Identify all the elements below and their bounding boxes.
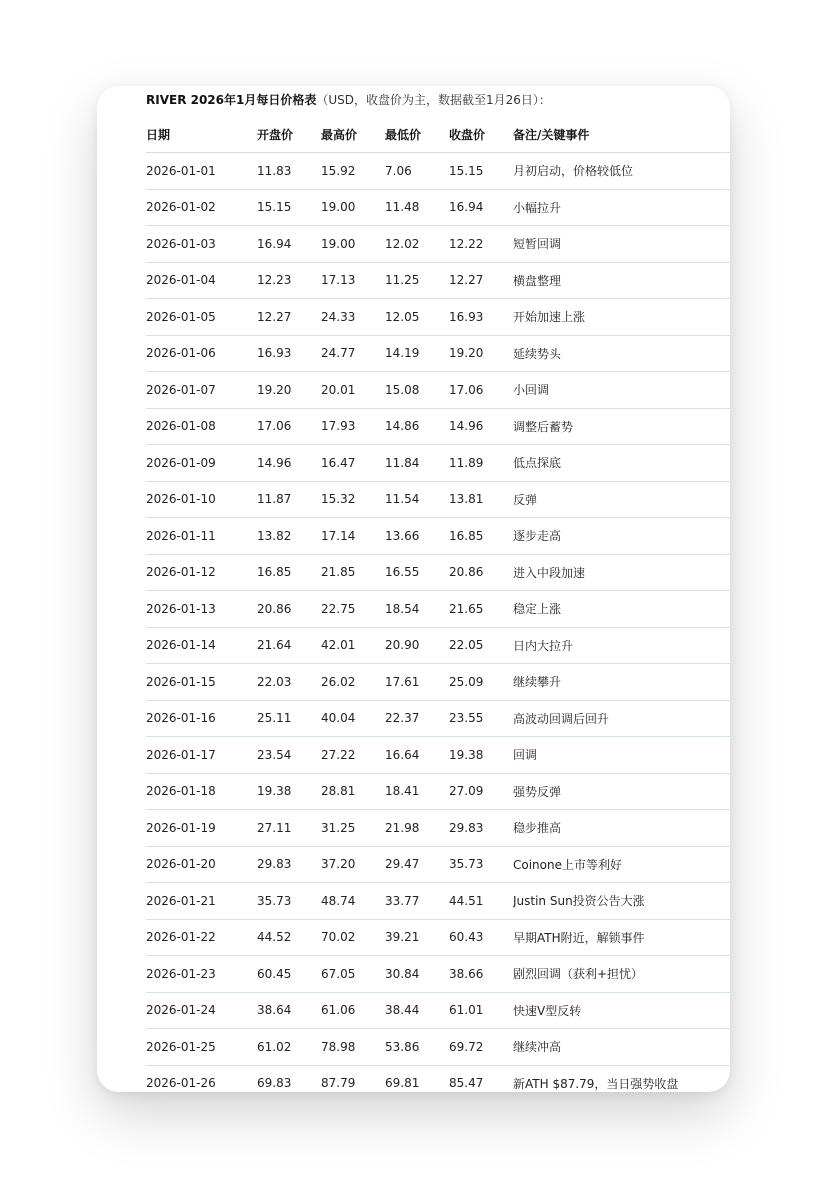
cell-note: 横盘整理 bbox=[513, 262, 730, 299]
cell-high: 22.75 bbox=[321, 591, 385, 628]
cell-high: 27.22 bbox=[321, 737, 385, 774]
cell-date: 2026-01-17 bbox=[146, 737, 257, 774]
cell-note: 日内大拉升 bbox=[513, 627, 730, 664]
cell-close: 21.65 bbox=[449, 591, 513, 628]
cell-high: 61.06 bbox=[321, 992, 385, 1029]
caption-title: RIVER 2026年1月每日价格表 bbox=[146, 93, 317, 107]
cell-close: 38.66 bbox=[449, 956, 513, 993]
cell-date: 2026-01-16 bbox=[146, 700, 257, 737]
cell-low: 14.86 bbox=[385, 408, 449, 445]
cell-low: 69.81 bbox=[385, 1076, 420, 1091]
cell-close: 12.22 bbox=[449, 226, 513, 263]
cell-note: 小幅拉升 bbox=[513, 189, 730, 226]
table-body bbox=[146, 153, 730, 1093]
cell-high: 17.93 bbox=[321, 408, 385, 445]
cell-note: 继续冲高 bbox=[513, 1029, 730, 1066]
cell-open: 11.87 bbox=[257, 481, 321, 518]
cell-open: 11.83 bbox=[257, 153, 321, 190]
cell-close: 69.72 bbox=[449, 1029, 513, 1066]
cell-date: 2026-01-12 bbox=[146, 554, 257, 591]
cell-high: 17.13 bbox=[321, 262, 385, 299]
cell-open: 17.06 bbox=[257, 408, 321, 445]
cell-note: 低点探底 bbox=[513, 445, 730, 482]
cell-note: 剧烈回调（获利+担忧） bbox=[513, 956, 730, 993]
table-row bbox=[146, 773, 730, 810]
table-row bbox=[146, 554, 730, 591]
cell-open: 19.20 bbox=[257, 372, 321, 409]
header-row bbox=[146, 116, 730, 153]
cell-high: 24.33 bbox=[321, 299, 385, 336]
cell-low: 17.61 bbox=[385, 664, 449, 701]
cell-note: 短暂回调 bbox=[513, 226, 730, 263]
cell-date: 2026-01-25 bbox=[146, 1029, 257, 1066]
price-table bbox=[146, 116, 730, 1092]
cell-close: 27.09 bbox=[449, 773, 513, 810]
header-date: 日期 bbox=[146, 116, 257, 153]
cell-open: 23.54 bbox=[257, 737, 321, 774]
cell-low: 16.64 bbox=[385, 737, 449, 774]
cell-date: 2026-01-07 bbox=[146, 372, 257, 409]
cell-close: 11.89 bbox=[449, 445, 513, 482]
cell-low: 21.98 bbox=[385, 810, 449, 847]
cell-close: 85.47 bbox=[449, 1076, 484, 1091]
cell-low: 20.90 bbox=[385, 627, 449, 664]
cell-close: 15.15 bbox=[449, 153, 513, 190]
cell-close: 14.96 bbox=[449, 408, 513, 445]
cell-note: 进入中段加速 bbox=[513, 554, 730, 591]
cell-close: 19.20 bbox=[449, 335, 513, 372]
cell-low: 39.21 bbox=[385, 919, 449, 956]
caption-note: （USD，收盘价为主，数据截至1月26日）： bbox=[316, 93, 551, 107]
cell-open: 14.96 bbox=[257, 445, 321, 482]
cell-close: 16.85 bbox=[449, 518, 513, 555]
cell-note: 快速V型反转 bbox=[513, 992, 730, 1029]
table-row bbox=[146, 408, 730, 445]
cell-open: 69.83 bbox=[257, 1076, 292, 1091]
table-row bbox=[146, 1065, 730, 1092]
table-row bbox=[146, 956, 730, 993]
cell-high: 19.00 bbox=[321, 189, 385, 226]
cell-low: 13.66 bbox=[385, 518, 449, 555]
cell-high: 48.74 bbox=[321, 883, 385, 920]
cell-date: 2026-01-20 bbox=[146, 846, 257, 883]
cell-open: 12.23 bbox=[257, 262, 321, 299]
cell-low: 38.44 bbox=[385, 992, 449, 1029]
cell-open: 44.52 bbox=[257, 919, 321, 956]
cell-note: 稳步推高 bbox=[513, 810, 730, 847]
cell-open: 29.83 bbox=[257, 846, 321, 883]
header-note: 备注/关键事件 bbox=[513, 116, 730, 153]
table-row bbox=[146, 445, 730, 482]
cell-high: 21.85 bbox=[321, 554, 385, 591]
cell-date: 2026-01-01 bbox=[146, 153, 257, 190]
cell-low: 33.77 bbox=[385, 883, 449, 920]
cell-low: 22.37 bbox=[385, 700, 449, 737]
cell-note: 调整后蓄势 bbox=[513, 408, 730, 445]
cell-note: 新ATH $87.79，当日强势收盘 bbox=[513, 1076, 679, 1091]
cell-high: 15.92 bbox=[321, 153, 385, 190]
cell-open: 22.03 bbox=[257, 664, 321, 701]
cell-high: 78.98 bbox=[321, 1029, 385, 1066]
document-card bbox=[97, 86, 730, 1092]
cell-date: 2026-01-05 bbox=[146, 299, 257, 336]
cell-date: 2026-01-14 bbox=[146, 627, 257, 664]
cell-low: 12.02 bbox=[385, 226, 449, 263]
cell-note: Justin Sun投资公告大涨 bbox=[513, 883, 730, 920]
cell-date: 2026-01-18 bbox=[146, 773, 257, 810]
cell-note: 高波动回调后回升 bbox=[513, 700, 730, 737]
cell-open: 16.93 bbox=[257, 335, 321, 372]
header-open: 开盘价 bbox=[257, 116, 321, 153]
cell-date: 2026-01-02 bbox=[146, 189, 257, 226]
cell-high: 26.02 bbox=[321, 664, 385, 701]
cell-open: 13.82 bbox=[257, 518, 321, 555]
cell-low: 18.41 bbox=[385, 773, 449, 810]
cell-low: 16.55 bbox=[385, 554, 449, 591]
cell-open: 61.02 bbox=[257, 1029, 321, 1066]
cell-close: 23.55 bbox=[449, 700, 513, 737]
cell-note: 月初启动，价格较低位 bbox=[513, 153, 730, 190]
cell-note: 强势反弹 bbox=[513, 773, 730, 810]
header-high: 最高价 bbox=[321, 116, 385, 153]
table-row bbox=[146, 335, 730, 372]
cell-note: Coinone上市等利好 bbox=[513, 846, 730, 883]
table-row bbox=[146, 372, 730, 409]
cell-close: 22.05 bbox=[449, 627, 513, 664]
cell-close: 29.83 bbox=[449, 810, 513, 847]
cell-note: 稳定上涨 bbox=[513, 591, 730, 628]
cell-high: 67.05 bbox=[321, 956, 385, 993]
cell-note: 逐步走高 bbox=[513, 518, 730, 555]
cell-close: 60.43 bbox=[449, 919, 513, 956]
cell-high: 37.20 bbox=[321, 846, 385, 883]
cell-date: 2026-01-15 bbox=[146, 664, 257, 701]
cell-low: 53.86 bbox=[385, 1029, 449, 1066]
cell-note: 早期ATH附近，解锁事件 bbox=[513, 919, 730, 956]
table-row bbox=[146, 591, 730, 628]
table-row bbox=[146, 1029, 730, 1066]
cell-high: 16.47 bbox=[321, 445, 385, 482]
cell-close: 17.06 bbox=[449, 372, 513, 409]
cell-date: 2026-01-04 bbox=[146, 262, 257, 299]
table-row bbox=[146, 992, 730, 1029]
cell-low: 12.05 bbox=[385, 299, 449, 336]
cell-low: 30.84 bbox=[385, 956, 449, 993]
cell-open: 16.94 bbox=[257, 226, 321, 263]
cell-open: 60.45 bbox=[257, 956, 321, 993]
cell-close: 13.81 bbox=[449, 481, 513, 518]
cell-close: 25.09 bbox=[449, 664, 513, 701]
cell-open: 12.27 bbox=[257, 299, 321, 336]
table-row bbox=[146, 846, 730, 883]
cell-open: 15.15 bbox=[257, 189, 321, 226]
cell-close: 12.27 bbox=[449, 262, 513, 299]
cell-low: 18.54 bbox=[385, 591, 449, 628]
cell-open: 25.11 bbox=[257, 700, 321, 737]
cell-note: 开始加速上涨 bbox=[513, 299, 730, 336]
table-row bbox=[146, 810, 730, 847]
cell-open: 38.64 bbox=[257, 992, 321, 1029]
cell-close: 16.93 bbox=[449, 299, 513, 336]
cell-open: 27.11 bbox=[257, 810, 321, 847]
table-row bbox=[146, 883, 730, 920]
cell-date: 2026-01-21 bbox=[146, 883, 257, 920]
cell-high: 19.00 bbox=[321, 226, 385, 263]
cell-date: 2026-01-22 bbox=[146, 919, 257, 956]
cell-note: 小回调 bbox=[513, 372, 730, 409]
cell-low: 14.19 bbox=[385, 335, 449, 372]
cell-date: 2026-01-13 bbox=[146, 591, 257, 628]
cell-close: 44.51 bbox=[449, 883, 513, 920]
cell-open: 16.85 bbox=[257, 554, 321, 591]
header-close: 收盘价 bbox=[449, 116, 513, 153]
cell-low: 29.47 bbox=[385, 846, 449, 883]
cell-high: 17.14 bbox=[321, 518, 385, 555]
cell-low: 11.48 bbox=[385, 189, 449, 226]
table-caption bbox=[146, 90, 726, 110]
table-row bbox=[146, 700, 730, 737]
cell-high: 31.25 bbox=[321, 810, 385, 847]
table-row bbox=[146, 737, 730, 774]
header-low: 最低价 bbox=[385, 116, 449, 153]
cell-high: 20.01 bbox=[321, 372, 385, 409]
cell-date: 2026-01-10 bbox=[146, 481, 257, 518]
cell-high: 15.32 bbox=[321, 481, 385, 518]
table-row bbox=[146, 664, 730, 701]
table-row bbox=[146, 481, 730, 518]
cell-close: 61.01 bbox=[449, 992, 513, 1029]
cell-open: 21.64 bbox=[257, 627, 321, 664]
cell-low: 15.08 bbox=[385, 372, 449, 409]
table-row bbox=[146, 262, 730, 299]
cell-high: 87.79 bbox=[321, 1076, 356, 1091]
cell-note: 回调 bbox=[513, 737, 730, 774]
table-row bbox=[146, 919, 730, 956]
cell-open: 20.86 bbox=[257, 591, 321, 628]
cell-date: 2026-01-11 bbox=[146, 518, 257, 555]
cell-note: 继续攀升 bbox=[513, 664, 730, 701]
cell-date: 2026-01-08 bbox=[146, 408, 257, 445]
table-row bbox=[146, 189, 730, 226]
cell-high: 70.02 bbox=[321, 919, 385, 956]
table-row bbox=[146, 153, 730, 190]
table-row bbox=[146, 627, 730, 664]
cell-close: 19.38 bbox=[449, 737, 513, 774]
cell-high: 40.04 bbox=[321, 700, 385, 737]
cell-date: 2026-01-19 bbox=[146, 810, 257, 847]
table-header bbox=[146, 116, 730, 153]
cell-date: 2026-01-26 bbox=[146, 1076, 216, 1091]
cell-close: 35.73 bbox=[449, 846, 513, 883]
cell-low: 11.54 bbox=[385, 481, 449, 518]
cell-close: 16.94 bbox=[449, 189, 513, 226]
cell-note: 反弹 bbox=[513, 481, 730, 518]
cell-low: 7.06 bbox=[385, 153, 449, 190]
cell-low: 11.25 bbox=[385, 262, 449, 299]
cell-open: 19.38 bbox=[257, 773, 321, 810]
cell-low: 11.84 bbox=[385, 445, 449, 482]
cell-note: 延续势头 bbox=[513, 335, 730, 372]
cell-date: 2026-01-06 bbox=[146, 335, 257, 372]
table-row bbox=[146, 226, 730, 263]
cell-high: 24.77 bbox=[321, 335, 385, 372]
table-row bbox=[146, 299, 730, 336]
cell-high: 42.01 bbox=[321, 627, 385, 664]
cell-date: 2026-01-24 bbox=[146, 992, 257, 1029]
cell-date: 2026-01-09 bbox=[146, 445, 257, 482]
table-row bbox=[146, 518, 730, 555]
cell-date: 2026-01-23 bbox=[146, 956, 257, 993]
cell-high: 28.81 bbox=[321, 773, 385, 810]
cell-open: 35.73 bbox=[257, 883, 321, 920]
cell-date: 2026-01-03 bbox=[146, 226, 257, 263]
cell-close: 20.86 bbox=[449, 554, 513, 591]
